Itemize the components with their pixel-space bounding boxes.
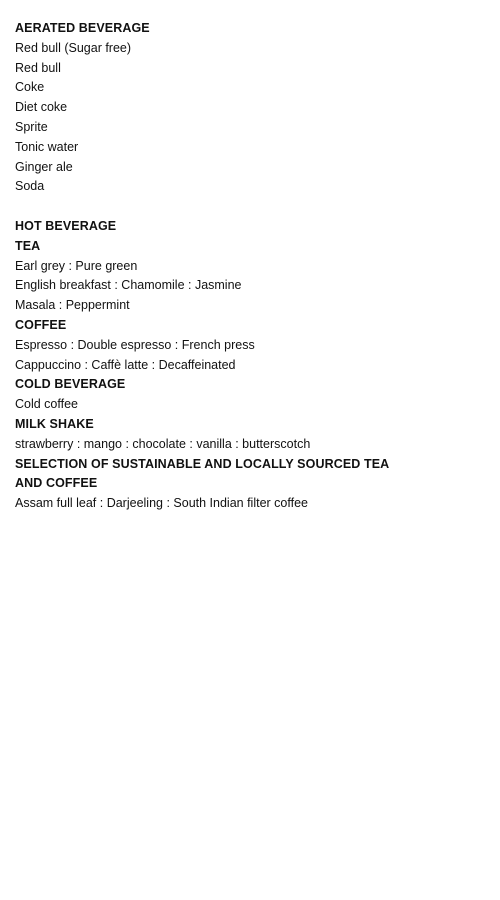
section-heading-hot-beverage: HOT BEVERAGE	[15, 218, 117, 233]
menu-item: Soda	[15, 179, 45, 194]
menu-item: Red bull (Sugar free)	[15, 40, 132, 55]
menu-item: Assam full leaf : Darjeeling : South Indian filter coffee	[15, 496, 308, 511]
menu-item: strawberry : mango : chocolate : vanilla : butterscotch	[15, 436, 311, 451]
section-heading-sustainable-line-1: SELECTION OF SUSTAINABLE AND LOCALLY SOURCED TEA	[15, 456, 390, 471]
section-spacer	[15, 197, 485, 217]
menu-item: Masala : Peppermint	[15, 298, 130, 313]
beverage-menu	[15, 19, 485, 514]
menu-item: Espresso : Double espresso : French press	[15, 337, 255, 352]
menu-item: Ginger ale	[15, 159, 73, 174]
subsection-heading-tea: TEA	[15, 238, 41, 253]
menu-item: Tonic water	[15, 139, 79, 154]
menu-item: Sprite	[15, 119, 48, 134]
section-heading-cold-beverage: COLD BEVERAGE	[15, 377, 126, 392]
menu-item: Diet coke	[15, 100, 68, 115]
menu-item: Cold coffee	[15, 397, 79, 412]
section-heading-milk-shake: MILK SHAKE	[15, 416, 94, 431]
menu-item: Cappuccino : Caffè latte : Decaffeinated	[15, 357, 236, 372]
menu-item: Coke	[15, 80, 45, 95]
section-heading-aerated-beverage: AERATED BEVERAGE	[15, 21, 150, 35]
menu-item: Red bull	[15, 60, 61, 75]
menu-item: Earl grey : Pure green	[15, 258, 138, 273]
menu-item: English breakfast : Chamomile : Jasmine	[15, 278, 242, 293]
section-heading-sustainable-line-2: AND COFFEE	[15, 476, 98, 491]
subsection-heading-coffee: COFFEE	[15, 317, 67, 332]
